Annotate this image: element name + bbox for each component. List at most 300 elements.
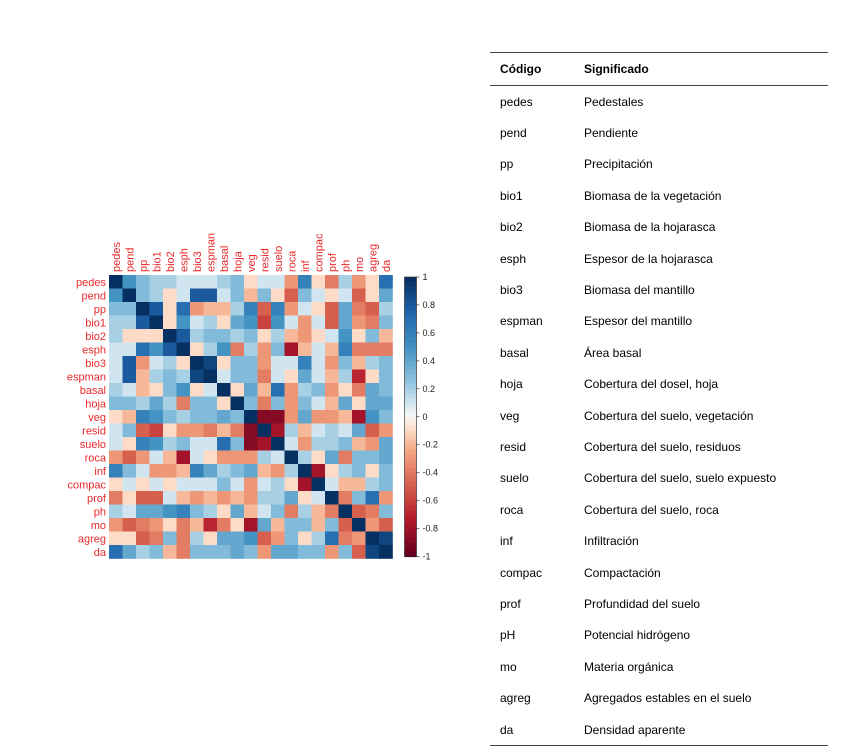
correlation-heatmap [40, 215, 440, 575]
heatmap-cell [298, 518, 312, 532]
heatmap-cell [339, 545, 353, 559]
heatmap-cell [379, 383, 393, 397]
heatmap-cell [136, 329, 150, 343]
heatmap-cell [217, 505, 231, 519]
colorbar-segment [405, 440, 417, 445]
heatmap-cell [150, 464, 164, 478]
heatmap-cell [339, 478, 353, 492]
heatmap-cell [285, 329, 299, 343]
heatmap-cell [258, 383, 272, 397]
row-label: mo [90, 519, 106, 532]
heatmap-cell [325, 275, 339, 289]
heatmap-cell [285, 451, 299, 465]
heatmap-cell [217, 464, 231, 478]
row-meaning: Cobertura del suelo, vegetación [584, 408, 754, 423]
colorbar-segment [405, 356, 417, 361]
row-label: hoja [85, 398, 106, 411]
heatmap-cell [231, 451, 245, 465]
heatmap-cell [190, 424, 204, 438]
heatmap-cell [325, 410, 339, 424]
heatmap-cells [109, 275, 393, 559]
heatmap-cell [271, 343, 285, 357]
heatmap-cell [285, 518, 299, 532]
heatmap-cell [123, 545, 137, 559]
heatmap-cell [312, 505, 326, 519]
heatmap-cell [204, 275, 218, 289]
colorbar-segment [405, 454, 417, 459]
colorbar-tick-label: 0.2 [422, 383, 436, 394]
colorbar-segment [405, 491, 417, 496]
heatmap-cell [109, 424, 123, 438]
colorbar-segment [405, 505, 417, 510]
heatmap-cell [217, 532, 231, 546]
heatmap-cell [136, 370, 150, 384]
colorbar-segment [405, 515, 417, 520]
heatmap-cell [109, 370, 123, 384]
heatmap-cell [217, 397, 231, 411]
colorbar-tick-label: -0.4 [422, 467, 439, 478]
heatmap-cell [325, 437, 339, 451]
heatmap-cell [177, 478, 191, 492]
colorbar-segment [405, 328, 417, 333]
heatmap-cell [352, 275, 366, 289]
heatmap-cell [312, 356, 326, 370]
row-code: bio2 [500, 220, 523, 235]
heatmap-cell [339, 383, 353, 397]
colorbar-segment [405, 435, 417, 440]
heatmap-cell [379, 316, 393, 330]
column-label: prof [326, 253, 339, 272]
heatmap-cell [244, 383, 258, 397]
heatmap-cell [190, 532, 204, 546]
colorbar-segment [405, 384, 417, 389]
heatmap-cell [312, 491, 326, 505]
heatmap-cell [271, 275, 285, 289]
heatmap-cell [204, 316, 218, 330]
heatmap-cell [177, 370, 191, 384]
heatmap-cell [163, 370, 177, 384]
heatmap-cell [136, 424, 150, 438]
heatmap-cell [177, 518, 191, 532]
heatmap-cell [325, 424, 339, 438]
heatmap-cell [217, 316, 231, 330]
heatmap-cell [177, 397, 191, 411]
heatmap-cell [109, 545, 123, 559]
heatmap-cell [379, 505, 393, 519]
heatmap-cell [325, 397, 339, 411]
heatmap-cell [352, 329, 366, 343]
column-label: bio2 [164, 251, 177, 272]
heatmap-cell [379, 424, 393, 438]
heatmap-cell [109, 532, 123, 546]
heatmap-cell [325, 383, 339, 397]
heatmap-cell [231, 289, 245, 303]
heatmap-cell [285, 383, 299, 397]
table-header-row [490, 53, 828, 86]
heatmap-cell [204, 410, 218, 424]
row-meaning: Pedestales [584, 94, 644, 109]
heatmap-cell [217, 545, 231, 559]
heatmap-cell [312, 383, 326, 397]
heatmap-cell [379, 410, 393, 424]
column-label: compac [313, 233, 326, 272]
heatmap-cell [312, 370, 326, 384]
heatmap-cell [312, 437, 326, 451]
row-label: pedes [76, 276, 106, 289]
heatmap-cell [177, 437, 191, 451]
colorbar-segment [405, 277, 417, 282]
heatmap-cell [136, 289, 150, 303]
heatmap-cell [190, 505, 204, 519]
heatmap-cell [312, 410, 326, 424]
heatmap-cell [258, 518, 272, 532]
heatmap-cell [231, 302, 245, 316]
heatmap-cell [339, 424, 353, 438]
heatmap-cell [352, 302, 366, 316]
heatmap-cell [271, 410, 285, 424]
heatmap-cell [298, 505, 312, 519]
heatmap-cell [123, 505, 137, 519]
heatmap-cell [150, 343, 164, 357]
heatmap-cell [190, 370, 204, 384]
colorbar-segment [405, 459, 417, 464]
heatmap-cell [177, 505, 191, 519]
heatmap-cell [258, 329, 272, 343]
heatmap-cell [123, 518, 137, 532]
row-code: inf [500, 534, 513, 549]
heatmap-cell [339, 289, 353, 303]
heatmap-cell [271, 356, 285, 370]
colorbar-segment [405, 477, 417, 482]
heatmap-cell [325, 302, 339, 316]
heatmap-cell [190, 451, 204, 465]
heatmap-cell [271, 437, 285, 451]
heatmap-cell [244, 545, 258, 559]
heatmap-cell [177, 289, 191, 303]
row-code: esph [500, 251, 527, 266]
heatmap-cell [163, 356, 177, 370]
heatmap-cell [123, 356, 137, 370]
heatmap-cell [217, 451, 231, 465]
heatmap-cell [177, 356, 191, 370]
heatmap-cell [339, 370, 353, 384]
colorbar-tick-label: -1 [422, 551, 431, 562]
heatmap-cell [217, 289, 231, 303]
colorbar-tick-label: -0.8 [422, 523, 439, 534]
heatmap-cell [298, 316, 312, 330]
heatmap-cell [352, 343, 366, 357]
column-label: veg [245, 254, 258, 272]
row-code: pedes [500, 94, 533, 109]
heatmap-cell [244, 424, 258, 438]
colorbar-segment [405, 393, 417, 398]
heatmap-cell [163, 437, 177, 451]
colorbar-segment [405, 375, 417, 380]
colorbar-tick-label: 0 [422, 411, 428, 422]
heatmap-cell [109, 464, 123, 478]
column-label: da [380, 259, 393, 272]
row-meaning: Biomasa de la hojarasca [584, 220, 716, 235]
heatmap-cell [379, 491, 393, 505]
heatmap-cell [231, 532, 245, 546]
row-meaning: Espesor de la hojarasca [584, 251, 713, 266]
colorbar-segment [405, 286, 417, 291]
heatmap-cell [109, 397, 123, 411]
heatmap-cell [177, 329, 191, 343]
heatmap-cell [325, 505, 339, 519]
colorbar-segment [405, 431, 417, 436]
heatmap-cell [217, 329, 231, 343]
heatmap-cell [271, 370, 285, 384]
header-meaning: Significado [584, 62, 649, 76]
heatmap-cell [285, 478, 299, 492]
row-label: suelo [79, 438, 106, 451]
heatmap-cell [150, 424, 164, 438]
table-body [490, 86, 828, 746]
heatmap-cell [204, 451, 218, 465]
heatmap-cell [352, 532, 366, 546]
colorbar-segment [405, 449, 417, 454]
column-label: espman [205, 232, 218, 272]
heatmap-cell [217, 518, 231, 532]
heatmap-cell [258, 491, 272, 505]
row-code: bio1 [500, 188, 523, 203]
heatmap-cell [298, 302, 312, 316]
heatmap-cell [177, 532, 191, 546]
table-row [490, 274, 828, 305]
heatmap-cell [366, 478, 380, 492]
colorbar-segment [405, 547, 417, 552]
heatmap-cell [352, 356, 366, 370]
heatmap-cell [325, 451, 339, 465]
row-labels [67, 277, 107, 559]
heatmap-cell [244, 451, 258, 465]
table-row [490, 557, 828, 588]
heatmap-cell [244, 316, 258, 330]
row-label: bio3 [85, 357, 106, 370]
heatmap-cell [231, 437, 245, 451]
heatmap-cell [123, 424, 137, 438]
row-meaning: Compactación [584, 565, 661, 580]
heatmap-cell [190, 316, 204, 330]
heatmap-cell [366, 437, 380, 451]
column-label: mo [353, 256, 366, 272]
heatmap-cell [352, 424, 366, 438]
heatmap-cell [231, 424, 245, 438]
heatmap-cell [285, 464, 299, 478]
column-label: basal [218, 245, 231, 272]
heatmap-cell [312, 397, 326, 411]
row-code: veg [500, 408, 520, 423]
heatmap-cell [136, 464, 150, 478]
table-row [490, 620, 828, 651]
row-code: prof [500, 596, 521, 611]
colorbar-tick-label: 0.8 [422, 299, 436, 310]
heatmap-cell [366, 383, 380, 397]
heatmap-cell [339, 532, 353, 546]
heatmap-cell [244, 329, 258, 343]
heatmap-cell [136, 383, 150, 397]
heatmap-cell [298, 329, 312, 343]
heatmap-cell [339, 464, 353, 478]
heatmap-cell [204, 478, 218, 492]
heatmap-cell [150, 289, 164, 303]
heatmap-cell [190, 437, 204, 451]
colorbar-segment [405, 352, 417, 357]
colorbar-segment [405, 314, 417, 319]
heatmap-cell [366, 289, 380, 303]
colorbar-tick-label: -0.6 [422, 495, 439, 506]
heatmap-cell [285, 424, 299, 438]
heatmap-cell [352, 316, 366, 330]
heatmap-cell [231, 397, 245, 411]
heatmap-cell [285, 370, 299, 384]
heatmap-cell [190, 275, 204, 289]
heatmap-cell [244, 478, 258, 492]
row-meaning: Precipitación [584, 157, 653, 172]
heatmap-cell [271, 289, 285, 303]
heatmap-cell [136, 532, 150, 546]
colorbar-segment [405, 463, 417, 468]
row-code: basal [500, 345, 529, 360]
heatmap-cell [258, 370, 272, 384]
heatmap-cell [271, 478, 285, 492]
heatmap-cell [177, 383, 191, 397]
colorbar-segment [405, 529, 417, 534]
colorbar-segment [405, 398, 417, 403]
heatmap-cell [177, 302, 191, 316]
heatmap-cell [150, 397, 164, 411]
heatmap-cell [325, 532, 339, 546]
heatmap-cell [123, 329, 137, 343]
column-label: pp [137, 259, 150, 272]
heatmap-cell [258, 302, 272, 316]
heatmap-cell [150, 478, 164, 492]
colorbar-segment [405, 519, 417, 524]
heatmap-cell [352, 518, 366, 532]
row-meaning: Área basal [584, 345, 642, 360]
row-label: pend [81, 290, 106, 303]
colorbar-segment [405, 338, 417, 343]
heatmap-cell [123, 370, 137, 384]
heatmap-cell [136, 437, 150, 451]
heatmap-cell [352, 437, 366, 451]
heatmap-cell [366, 464, 380, 478]
row-code: compac [500, 565, 543, 580]
heatmap-cell [379, 343, 393, 357]
table-row [490, 180, 828, 211]
heatmap-cell [271, 505, 285, 519]
colorbar-segment [405, 473, 417, 478]
table-row [490, 682, 828, 713]
heatmap-cell [231, 329, 245, 343]
heatmap-cell [177, 545, 191, 559]
heatmap-cell [204, 545, 218, 559]
row-code: resid [500, 439, 527, 454]
heatmap-cell [136, 491, 150, 505]
heatmap-cell [312, 343, 326, 357]
heatmap-cell [190, 329, 204, 343]
heatmap-cell [325, 491, 339, 505]
heatmap-cell [379, 464, 393, 478]
heatmap-cell [123, 383, 137, 397]
heatmap-cell [352, 545, 366, 559]
heatmap-cell [190, 478, 204, 492]
colorbar-segment [405, 482, 417, 487]
heatmap-cell [150, 329, 164, 343]
heatmap-cell [298, 545, 312, 559]
heatmap-cell [150, 491, 164, 505]
colorbar-segment [405, 417, 417, 422]
heatmap-cell [150, 275, 164, 289]
row-label: veg [88, 411, 106, 424]
heatmap-cell [325, 329, 339, 343]
heatmap-cell [312, 424, 326, 438]
heatmap-cell [298, 370, 312, 384]
heatmap-cell [271, 329, 285, 343]
row-meaning: Espesor del mantillo [584, 314, 693, 329]
heatmap-cell [379, 437, 393, 451]
heatmap-cell [339, 505, 353, 519]
heatmap-cell [244, 289, 258, 303]
heatmap-cell [231, 356, 245, 370]
heatmap-cell [339, 356, 353, 370]
heatmap-cell [177, 491, 191, 505]
heatmap-cell [204, 505, 218, 519]
heatmap-cell [312, 275, 326, 289]
colorbar-segment [405, 533, 417, 538]
heatmap-cell [312, 329, 326, 343]
table-row [490, 212, 828, 243]
heatmap-cell [325, 518, 339, 532]
heatmap-cell [123, 491, 137, 505]
heatmap-cell [123, 532, 137, 546]
colorbar-segment [405, 300, 417, 305]
heatmap-cell [204, 491, 218, 505]
heatmap-cell [244, 532, 258, 546]
heatmap-cell [325, 478, 339, 492]
heatmap-cell [204, 370, 218, 384]
heatmap-cell [177, 343, 191, 357]
table-row [490, 431, 828, 462]
heatmap-cell [136, 343, 150, 357]
heatmap-cell [325, 356, 339, 370]
heatmap-cell [231, 275, 245, 289]
heatmap-cell [204, 397, 218, 411]
heatmap-cell [163, 451, 177, 465]
heatmap-cell [271, 451, 285, 465]
heatmap-cell [271, 302, 285, 316]
heatmap-cell [163, 545, 177, 559]
heatmap-cell [244, 302, 258, 316]
heatmap-cell [352, 505, 366, 519]
heatmap-cell [177, 410, 191, 424]
table-row [490, 494, 828, 525]
heatmap-cell [258, 356, 272, 370]
heatmap-cell [123, 410, 137, 424]
row-meaning: Profundidad del suelo [584, 596, 701, 611]
heatmap-cell [379, 370, 393, 384]
heatmap-cell [339, 437, 353, 451]
heatmap-cell [190, 491, 204, 505]
heatmap-cell [379, 518, 393, 532]
heatmap-cell [177, 275, 191, 289]
heatmap-cell [190, 289, 204, 303]
row-meaning: Biomasa de la vegetación [584, 188, 722, 203]
table-row [490, 337, 828, 368]
heatmap-cell [244, 343, 258, 357]
code-meaning-table [490, 52, 828, 746]
